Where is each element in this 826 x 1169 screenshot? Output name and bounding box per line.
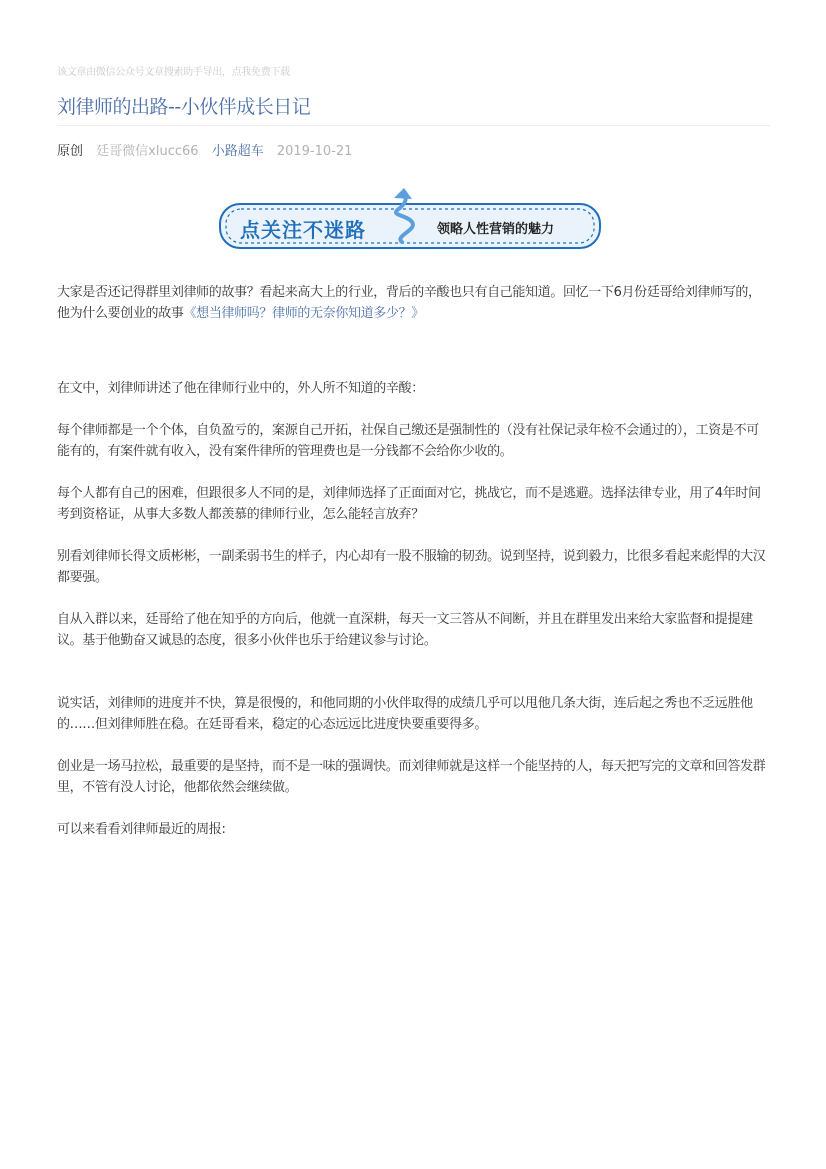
- follow-banner: [218, 186, 602, 252]
- paragraph: 别看刘律师长得文质彬彬，一副柔弱书生的样子，内心却有一股不服输的韧劲。说到坚持，说到毅力，比很多看起来彪悍的大汉都要强。: [57, 549, 766, 585]
- article-link[interactable]: 《想当律师吗？律师的无奈你知道多少？》: [183, 306, 424, 321]
- account-link[interactable]: 小路超车: [211, 144, 264, 159]
- paragraph: 可以来看看刘律师最近的周报:: [57, 822, 226, 837]
- original-tag: 原创: [57, 144, 84, 159]
- paragraph: 每个律师都是一个个体，自负盈亏的，案源自己开拓，社保自己缴还是强制性的（没有社保记录年检不会通过的），工资是不可能有的，有案件就有收入，没有案件律所的管理费也是一分钱都不会给你少收的。: [57, 423, 759, 459]
- article-body: [57, 282, 769, 840]
- publish-date: 2019-10-21: [276, 144, 353, 159]
- paragraph: 每个人都有自己的困难，但跟很多人不同的是，刘律师选择了正面面对它，挑战它，而不是逃避。选择法律专业，用了4年时间考到资格证，从事大多数人都羡慕的律师行业，怎么能轻言放弃？: [57, 486, 761, 522]
- banner-slogan-text: 领略人性营销的魅力: [437, 222, 555, 237]
- paragraph: 说实话，刘律师的进度并不快，算是很慢的，和他同期的小伙伴取得的成绩几乎可以甩他几条大街，连后起之秀也不乏远胜他的……但刘律师胜在稳。在廷哥看来，稳定的心态远远比进度快要重要得多。: [57, 696, 753, 732]
- title-divider: [57, 125, 770, 126]
- paragraph: [57, 282, 769, 324]
- paragraph: 自从入群以来，廷哥给了他在知乎的方向后，他就一直深耕，每天一文三答从不间断，并且在群里发出来给大家监督和提提建议。基于他勤奋又诚恳的态度，很多小伙伴也乐于给建议参与讨论。: [57, 612, 753, 648]
- export-notice-link[interactable]: 该文章由微信公众号文章搜索助手导出，点我免费下载: [57, 67, 290, 78]
- paragraph: 创业是一场马拉松，最重要的是坚持，而不是一味的强调快。而刘律师就是这样一个能坚持的人，每天把写完的文章和回答发群里，不管有没人讨论，他都依然会继续做。: [57, 759, 766, 795]
- author-name: 廷哥微信xlucc66: [96, 144, 199, 159]
- banner-follow-text: 点关注不迷路: [240, 218, 366, 242]
- paragraph: 在文中，刘律师讲述了他在律师行业中的，外人所不知道的辛酸：: [57, 381, 424, 396]
- article-meta: [57, 140, 361, 159]
- article-title: 刘律师的出路--小伙伴成长日记: [57, 96, 311, 118]
- paragraph-text: 大家是否还记得群里刘律师的故事？看起来高大上的行业，背后的辛酸也只有自己能知道。回忆一下6月份廷哥给刘律师写的，他为什么要创业的故事: [57, 285, 761, 321]
